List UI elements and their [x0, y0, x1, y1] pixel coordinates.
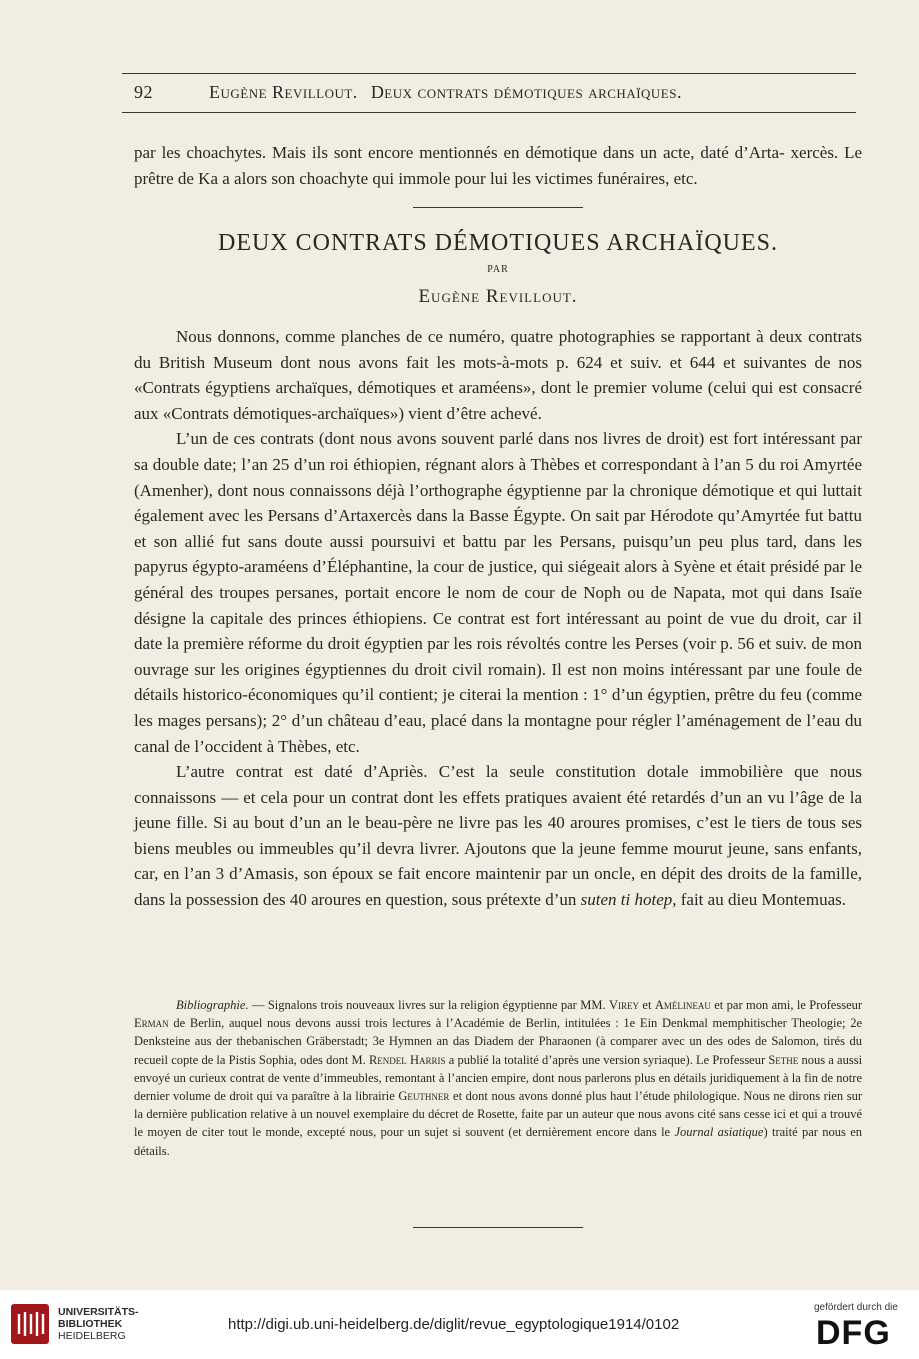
body-paragraph-2: L’un de ces contrats (dont nous avons souvent parlé dans nos livres de droit) est fort intéressant par sa double date; l’an 25 d’un roi éthiopien, régnant alors à Thèbes et correspondant à l’an 5 du roi Amyrtée (Amenher), dont nous connaissons déjà l’orthographe égyptienne par la chronique démotique et qui luttait également avec les Persans d’Artaxercès dans la Basse Égypte. On sait par Hérodote qu’Amyrtée fut battu et son allié fut sans doute aussi poursuivi et battu par les Persans, puisqu’un peu plus tard, dans les papyrus égypto-araméens d’Éléphantine, la cour de justice, qui siégeait alors à Syène et était présidé par le général des troupes persanes, portait encore le nom de cour de Noph ou de Napata, mot qui dans Isaïe désigne la capitale des princes éthiopiens. Ce contrat est fort intéressant au point de vue du droit, car il date la première réforme du droit égyptien par les rois révoltés contre les Perses (voir p. 56 et suiv. de mon ouvrage sur les origines égyptiennes du droit civil romain). Il est non moins intéressant par une foule de détails historico-économiques qu’il contient; je citerai la mention : 1° d’un égyptien, prêtre du feu (comme les mages persans); 2° d’un château d’eau, placé dans la montagne pour régler l’aménagement de l’eau du canal de l’occident à Thèbes, etc.	[134, 429, 862, 756]
library-name	[58, 1306, 139, 1342]
permalink-url[interactable]: http://digi.ub.uni-heidelberg.de/diglit/revue_egyptologique1914/0102	[228, 1316, 680, 1333]
bibliography-text: ) traité par nous en détails.	[134, 1125, 863, 1158]
body-paragraph-1: Nous donnons, comme planches de ce numéro, quatre photographies se rapportant à deux contrats du British Museum dont nous avons fait les mots-à-mots p. 624 et suiv. et 644 et suivantes de nos «Contrats égyptiens archaïques, démotiques et araméens», dont le premier volume (celui qui est consacré aux «Contrats démotiques-archaïques») vient d’être achevé.	[134, 327, 862, 423]
bibliography-text: de Berlin, auquel nous devons aussi trois lectures à l’Académie de Berlin, intitulées : 1e Ein Denkmal memphitischer Theologie; 2e Denksteine aus der thebanischen Gräberstadt; 3e Hymnen an das Diadem der Pharaonen (à comparer avec un des odes de Salomon, tirés du recueil copte de la Pistis Sophia, odes dont M.	[134, 1016, 863, 1067]
bibliography-paragraph	[134, 996, 862, 1160]
journal-title: Journal asiatique	[674, 1125, 764, 1140]
name-geuthner: Geuthner	[398, 1089, 450, 1104]
funded-by-label: gefördert durch die	[814, 1302, 898, 1313]
bibliography-note	[134, 996, 862, 1160]
name-amelineau: Amélineau	[654, 998, 711, 1012]
bibliography-text: et par mon ami, le Professeur	[714, 998, 863, 1012]
bibliography-text: a publié la totalité d’après une version syriaque). Le Professeur	[448, 1052, 766, 1067]
bottom-divider	[413, 1227, 583, 1228]
running-title-author: Eugène Revillout.	[209, 82, 358, 102]
intro-text-block	[134, 140, 862, 191]
article-body	[134, 324, 862, 913]
name-sethe: Sethe	[768, 1052, 799, 1067]
library-name-line-1: UNIVERSITÄTS-	[58, 1306, 139, 1318]
bibliography-label: Bibliographie.	[176, 998, 249, 1012]
section-divider	[413, 207, 583, 208]
article-author: Eugène Revillout.	[418, 286, 578, 307]
body-p3-italic: suten ti hotep,	[580, 890, 677, 910]
library-logo-icon	[8, 1300, 52, 1348]
library-name-line-2: BIBLIOTHEK	[58, 1318, 123, 1330]
article-par: PAR	[487, 264, 509, 275]
dfg-logo: DFG	[816, 1314, 891, 1352]
name-erman: Erman	[134, 1016, 169, 1031]
intro-paragraph: par les choachytes. Mais ils sont encore mentionnés en démotique dans un acte, daté d’Arta- xercès. Le prêtre de Ka a alors son choachyte qui immole pour lui les victimes funéraires, etc.	[134, 143, 862, 188]
running-title-work: Deux contrats démotiques archaïques.	[370, 82, 682, 102]
name-virey: Virey	[608, 998, 639, 1012]
header-bottom-rule	[122, 112, 856, 113]
bibliography-text: — Signalons trois nouveaux livres sur la religion égyptienne par MM.	[251, 998, 606, 1012]
bibliography-text: et	[642, 998, 652, 1012]
name-rendel-harris: Rendel Harris	[368, 1052, 446, 1067]
bibliography-text: nous a aussi envoyé un curieux contrat de vente d’immeubles, remontant à l’ancien empire, dont nous parlerons plus en détails juridiquement à la fin de notre dernier volume de droit qui va paraître à la librairie	[134, 1052, 863, 1104]
library-name-line-3: HEIDELBERG	[58, 1330, 126, 1342]
page-number: 92	[134, 82, 153, 102]
bibliography-text: et dont nous avons donné plus haut l’étude philologique. Nous ne dirons rien sur la dernière publication relative à un nouvel exemplaire du décret de Rosette, faite par un auteur que nous avons cité sans cesse ici et qui a trouvé le moyen de citer tout le monde, excepté nous, pour un sujet si souvent (et dernièrement encore dans le	[134, 1089, 862, 1140]
body-p3-end: fait au dieu Montemuas.	[680, 890, 846, 910]
running-head	[134, 82, 844, 103]
body-paragraph-3	[134, 759, 862, 913]
article-title: DEUX CONTRATS DÉMOTIQUES ARCHAÏQUES.	[217, 230, 778, 256]
header-top-rule	[122, 73, 856, 74]
body-p3-text: L’autre contrat est daté d’Apriès. C’est la seule constitution dotale immobilière que nous connaissons — et cela pour un contrat dont les effets pratiques avaient été retardés d’un an vu l’âge de la jeune fille. Si au bout d’un an le beau-père ne livre pas les 40 aroures promises, c’est le tiers de tous ses biens meubles ou immeubles qu’il devra livrer. Ajoutons que la jeune femme mourut jeune, sans enfants, car, en l’an 3 d’Amasis, son époux se fait encore maintenir par un oncle, en dépit des droits de la famille, dans la possession des 40 aroures en question, sous prétexte d’un	[134, 762, 862, 910]
